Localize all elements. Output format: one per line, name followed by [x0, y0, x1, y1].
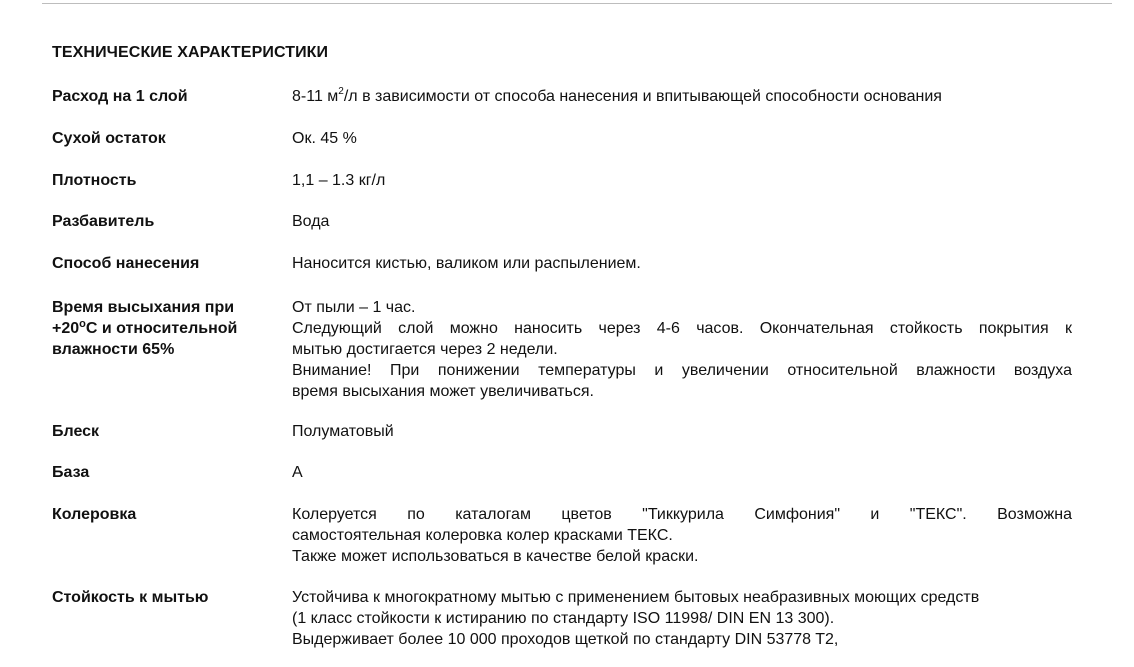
value-line: Следующий слой можно наносить через 4-6 часов. Окончательная стойкость покрытия к: [292, 320, 1072, 337]
value-suffix: /л в зависимости от способа нанесения и впитывающей способности основания: [343, 88, 942, 105]
spec-value: [292, 297, 1072, 402]
spec-value: 1,1 – 1.3 кг/л: [292, 172, 386, 189]
value-line: Устойчива к многократному мытью с применением бытовых неабразивных моющих средств: [292, 589, 980, 606]
spec-label: База: [52, 464, 90, 481]
value-line: самостоятельная колеровка колер красками ТЕКС.: [292, 527, 673, 544]
label-line: влажности 65%: [52, 341, 175, 358]
spec-label: Сухой остаток: [52, 130, 166, 147]
degree-sign: о: [79, 318, 86, 330]
label-temp: +20: [52, 320, 80, 337]
spec-label: Разбавитель: [52, 213, 155, 230]
value-line: Внимание! При понижении температуры и увеличении относительной влажности воздуха: [292, 362, 1072, 379]
value-line: Выдерживает более 10 000 проходов щеткой по стандарту DIN 53778 T2,: [292, 631, 839, 648]
value-superscript: 2: [338, 86, 344, 97]
spec-label: Расход на 1 слой: [52, 88, 188, 105]
spec-value: [292, 86, 1072, 107]
spec-value: [292, 587, 1072, 650]
spec-label: [52, 297, 277, 360]
value-line: Также может использоваться в качестве белой краски.: [292, 548, 699, 565]
label-line: [52, 318, 277, 339]
section-heading: ТЕХНИЧЕСКИЕ ХАРАКТЕРИСТИКИ: [52, 44, 329, 61]
spec-value: Полуматовый: [292, 423, 394, 440]
label-suffix: С и относительной: [85, 320, 238, 337]
spec-label: Способ нанесения: [52, 255, 200, 272]
value-line: От пыли – 1 час.: [292, 299, 416, 316]
value-prefix: 8-11 м: [292, 88, 339, 105]
value-line: время высыхания может увеличиваться.: [292, 383, 594, 400]
spec-value: Вода: [292, 213, 330, 230]
spec-label: Плотность: [52, 172, 137, 189]
spec-value: Ок. 45 %: [292, 130, 357, 147]
spec-value: [292, 504, 1072, 567]
spec-label: Стойкость к мытью: [52, 589, 209, 606]
label-line: Время высыхания при: [52, 299, 235, 316]
spec-label: Колеровка: [52, 506, 137, 523]
value-line: мытью достигается через 2 недели.: [292, 341, 558, 358]
spec-label: Блеск: [52, 423, 100, 440]
value-line: (1 класс стойкости к истиранию по стандарту ISO 11998/ DIN EN 13 300).: [292, 610, 835, 627]
spec-value: Наносится кистью, валиком или распылением.: [292, 255, 641, 272]
top-divider: [42, 3, 1112, 4]
value-line: Колеруется по каталогам цветов "Тиккурила Симфония" и "ТЕКС". Возможна: [292, 506, 1072, 523]
spec-value: А: [292, 464, 303, 481]
